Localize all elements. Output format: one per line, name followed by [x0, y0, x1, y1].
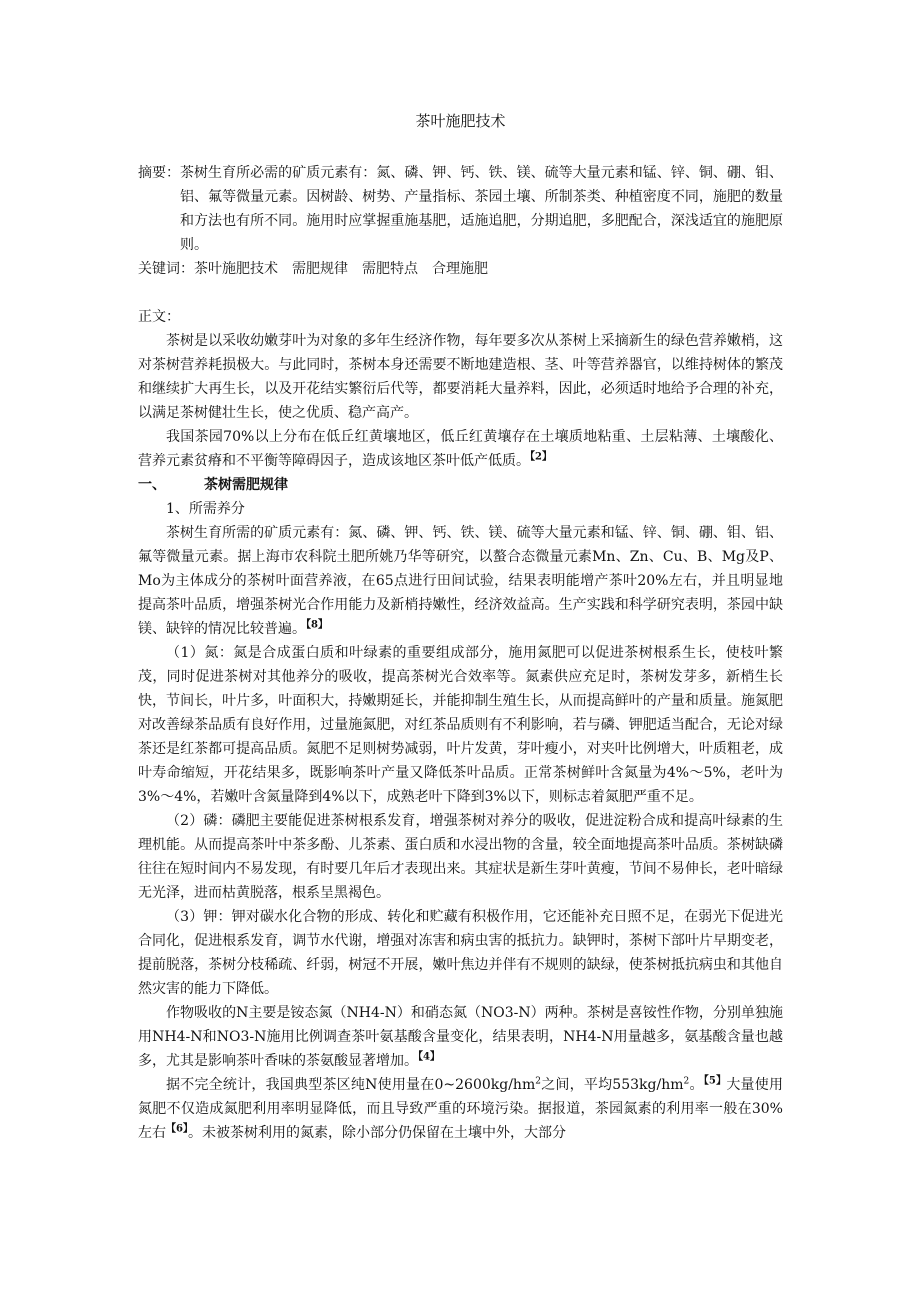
- paragraph-1: 茶树是以采收幼嫩芽叶为对象的多年生经济作物，每年要多次从茶树上采摘新生的绿色营养嫩梢，这对茶树营养耗损极大。与此同时，茶树本身还需要不断地建造根、茎、叶等营养器官，以维持树体的繁茂和继续扩大再生长，以及开花结实繁衍后代等，都要消耗大量养料，因此，必须适时地给予合理的补充，以满足茶树健壮生长，使之优质、稳产高产。: [138, 333, 783, 421]
- keywords-text: 茶叶施肥技术 需肥规律 需肥特点 合理施肥: [194, 261, 488, 277]
- paragraph-nitrogen: （1）氮：氮是合成蛋白质和叶绿素的重要组成部分，施用氮肥可以促进茶树根系生长，使枝叶繁茂，同时促进茶树对其他养分的吸收，提高茶树光合效率等。氮素供应充足时，茶树发芽多，新梢生长快，节间长，叶片多，叶面积大，持嫩期延长，并能抑制生殖生长，从而提高鲜叶的产量和质量。施氮肥对改善绿茶品质有良好作用，过量施氮肥，对红茶品质则有不利影响，若与磷、钾肥适当配合，无论对绿茶还是红茶都可提高品质。氮肥不足则树势减弱，叶片发黄，芽叶瘦小，对夹叶比例增大，叶质粗老，成叶寿命缩短，开花结果多，既影响茶叶产量又降低茶叶品质。正常茶树鲜叶含氮量为4%～5%，老叶为3%～4%，若嫩叶含氮量降到4%以下，成熟老叶下降到3%以下，则标志着氮肥严重不足。: [138, 645, 783, 805]
- document-page: [138, 110, 783, 1145]
- abstract-label: 摘要：: [138, 165, 180, 181]
- paragraph-2: [138, 425, 783, 473]
- paragraph-7: [138, 1001, 783, 1073]
- citation-5: 【5】: [703, 1075, 727, 1087]
- p8-part-e: 。未被茶树利用的氮素，除小部分仍保留在土壤中外，大部分: [187, 1125, 566, 1141]
- p8-part-b: 之间，平均553kg/hm: [540, 1077, 684, 1093]
- paragraph-potassium: （3）钾：钾对碳水化合物的形成、转化和贮藏有积极作用，它还能补充日照不足，在弱光下促进光合同化，促进根系发育，调节水代谢，增强对冻害和病虫害的抵抗力。缺钾时，茶树下部叶片早期变老，提前脱落，茶树分枝稀疏、纤弱，树冠不开展，嫩叶焦边并伴有不规则的缺绿，使茶树抵抗病虫和其他自然灾害的能力下降低。: [138, 909, 783, 997]
- section-heading-1: [138, 473, 783, 497]
- document-title: 茶叶施肥技术: [415, 112, 506, 130]
- paragraph-phosphorus: （2）磷：磷肥主要能促进茶树根系发育，增强茶树对养分的吸收，促进淀粉合成和提高叶绿素的生理机能。从而提高茶叶中茶多酚、儿茶素、蛋白质和水浸出物的含量，较全面地提高茶叶品质。茶树缺磷往往在短时间内不易发现，有时要几年后才表现出来。其症状是新生芽叶黄瘦，节间不易伸长，老叶暗绿无光泽，进而枯黄脱落，根系呈黑褐色。: [138, 813, 783, 901]
- citation-4: 【4】: [418, 1051, 440, 1063]
- p8-superscript-1: 2: [535, 1076, 541, 1087]
- p8-superscript-2: 2: [683, 1076, 690, 1087]
- paragraph-2-text: 我国茶园70%以上分布在低丘红黄壤地区，低丘红黄壤存在土壤质地粘重、土层粘薄、土壤酸化、营养元素贫瘠和不平衡等障碍因子，造成该地区茶叶低产低质。: [138, 429, 783, 469]
- citation-8: 【8】: [306, 619, 328, 631]
- paragraph-3-text: 茶树生育所需的矿质元素有：氮、磷、钾、钙、铁、镁、硫等大量元素和锰、锌、铜、硼、钼、铝、氟等微量元素。据上海市农科院土肥所姚乃华等研究，以螯合态微量元素Mn、Zn、Cu、B、Mg及P、Mo为主体成分的茶树叶面营养液，在65点进行田间试验，结果表明能增产茶叶20%左右，并且明显地提高茶叶品质，增强茶树光合作用能力及新梢持嫩性，经济效益高。生产实践和科学研究表明，茶园中缺镁、缺锌的情况比较普遍。: [138, 525, 783, 637]
- subsection-heading-1: 1、所需养分: [166, 501, 245, 517]
- p8-part-a: 据不完全统计，我国典型茶区纯N使用量在0~2600kg/hm: [166, 1077, 536, 1093]
- paragraph-8: [138, 1073, 783, 1145]
- citation-6: 【6】: [166, 1123, 188, 1135]
- paragraph-3: [138, 521, 783, 641]
- spacer: [138, 281, 783, 305]
- p8-part-d: 大量使用氮肥不仅造成氮肥利用率明显降低，而且导致严重的环境污染。据报道，茶园氮素的利用率一般在30%左右: [138, 1077, 783, 1141]
- abstract: [138, 161, 783, 257]
- keywords-label: 关键词：: [138, 261, 194, 277]
- keywords: [138, 257, 783, 281]
- section-title: 茶树需肥规律: [204, 477, 288, 493]
- p8-part-c: 。: [689, 1077, 704, 1093]
- body-label: 正文：: [138, 309, 180, 325]
- abstract-text: 茶树生育所必需的矿质元素有：氮、磷、钾、钙、铁、镁、硫等大量元素和锰、锌、铜、硼、钼、铝、氟等微量元素。因树龄、树势、产量指标、茶园土壤、所制茶类、种植密度不同，施肥的数量和方法也有所不同。施用时应掌握重施基肥，适施追肥，分期追肥，多肥配合，深浅适宜的施肥原则。: [180, 165, 783, 253]
- citation-2: 【2】: [530, 451, 552, 463]
- section-number: 一、: [138, 477, 166, 493]
- paragraph-7-text: 作物吸收的N主要是铵态氮（NH4-N）和硝态氮（NO3-N）两种。茶树是喜铵性作物，分别单独施用NH4-N和NO3-N施用比例调查茶叶氨基酸含量变化，结果表明，NH4-N用量越多，氨基酸含量也越多，尤其是影响茶叶香味的茶氨酸显著增加。: [138, 1005, 783, 1069]
